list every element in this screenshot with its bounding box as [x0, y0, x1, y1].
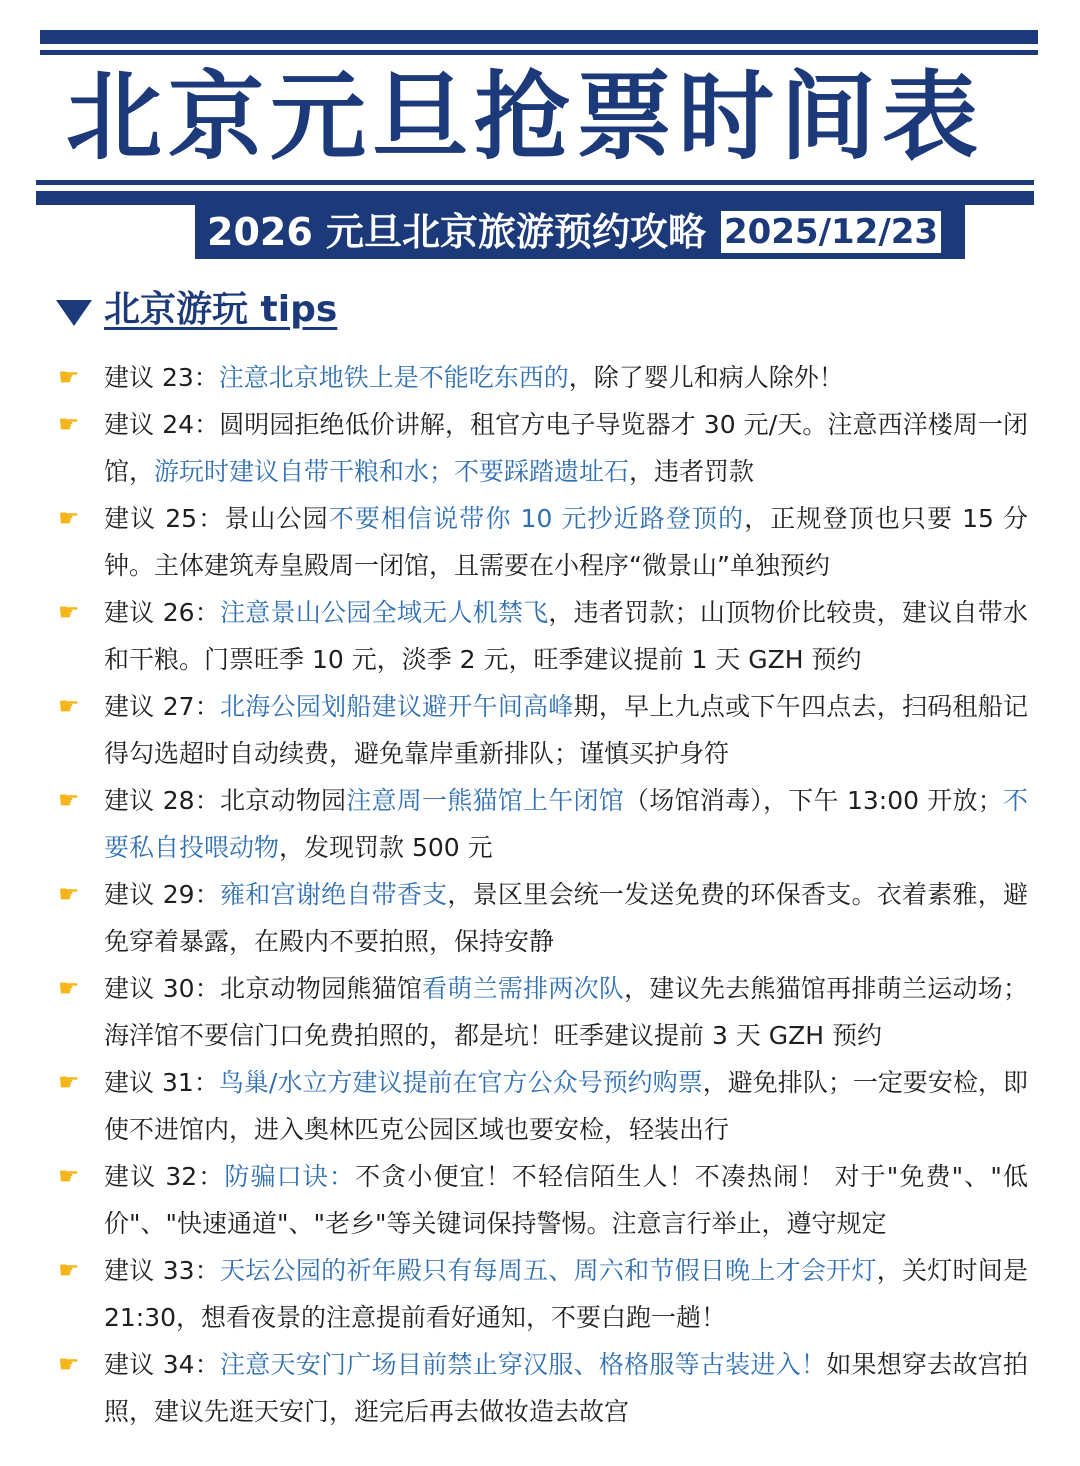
- tip-highlight: 雍和宫谢绝自带香支: [220, 880, 448, 909]
- tip-highlight: 北海公园划船建议避开午间高峰: [220, 692, 574, 721]
- tip-segment: ，发现罚款 500 元: [279, 833, 493, 862]
- pointing-hand-icon: ☛: [58, 1350, 80, 1378]
- list-item: [58, 871, 1028, 965]
- tip-segment: ，建议先去熊猫馆再排萌兰运动场；海洋馆不要信门口免费拍照的，都是坑！旺季建议提前 3 天 GZH 预约: [104, 974, 1028, 1050]
- tip-segment: ，关灯时间是 21:30，想看夜景的注意提前看好通知，不要白跑一趟！: [104, 1256, 1028, 1332]
- pointing-hand-icon: ☛: [58, 1162, 80, 1190]
- tip-text: [104, 589, 1028, 683]
- tip-segment: （场馆消毒），下午 13:00 开放；: [624, 786, 1003, 815]
- tip-segment: ，除了婴儿和病人除外！: [568, 363, 844, 392]
- tip-segment: 建议 28：: [104, 786, 221, 815]
- list-item: [58, 401, 1028, 495]
- list-item: [58, 495, 1028, 589]
- list-item: [58, 1153, 1028, 1247]
- list-item: [58, 1341, 1028, 1435]
- tip-segment: 建议 23：: [104, 363, 219, 392]
- header-top-line: [40, 50, 1038, 55]
- tip-highlight: 注意景山公园全域无人机禁飞: [220, 598, 549, 627]
- tip-highlight: 注意周一熊猫馆上午闭馆: [346, 786, 625, 815]
- tip-text: [104, 683, 1028, 777]
- tip-highlight: 天坛公园的祈年殿只有每周五、周六和节假日晚上才会开灯: [220, 1256, 877, 1285]
- tip-segment: 北京动物园: [220, 786, 347, 815]
- tip-segment: 建议 30：: [104, 974, 221, 1003]
- tip-segment: 期，早上九点或下午四点去，扫码租船记得勾选超时自动续费，避免靠岸重新排队；谨慎买护身符: [104, 692, 1028, 768]
- tip-segment: 建议 31：: [104, 1068, 219, 1097]
- tip-segment: 建议 24：: [104, 410, 220, 439]
- tip-segment: 建议 33：: [104, 1256, 221, 1285]
- tip-text: [104, 1341, 1028, 1435]
- tip-text: [104, 777, 1028, 871]
- list-item: [58, 589, 1028, 683]
- subtitle: 2026 元旦北京旅游预约攻略: [207, 210, 706, 254]
- header-top-bar: [40, 30, 1038, 44]
- pointing-hand-icon: ☛: [58, 786, 80, 814]
- pointing-hand-icon: ☛: [58, 974, 80, 1002]
- tip-segment: ，避免排队；一定要安检，即使不进馆内，进入奥林匹克公园区域也要安检，轻装出行: [104, 1068, 1028, 1144]
- tip-segment: ，景区里会统一发送免费的环保香支。衣着素雅，避免穿着暴露，在殿内不要拍照，保持安静: [104, 880, 1028, 956]
- tip-segment: 建议 29：: [104, 880, 221, 909]
- tip-segment: ，正规登顶也只要 15 分钟。主体建筑寿皇殿周一闭馆，且需要在小程序“微景山”单独预约: [104, 504, 1028, 580]
- tip-highlight: 不要私自投喂动物: [104, 786, 1028, 862]
- tip-segment: 建议 27：: [104, 692, 221, 721]
- tip-segment: 建议 26：: [104, 598, 221, 627]
- pointing-hand-icon: ☛: [58, 1068, 80, 1096]
- list-item: [58, 1247, 1028, 1341]
- tip-text: [104, 871, 1028, 965]
- header-bottom-line: [36, 180, 1034, 185]
- pointing-hand-icon: ☛: [58, 880, 80, 908]
- section-title: 北京游玩 tips: [104, 289, 338, 330]
- pointing-hand-icon: ☛: [58, 1256, 80, 1284]
- tip-segment: ，违者罚款: [629, 457, 755, 486]
- tip-text: [104, 965, 1028, 1059]
- subtitle-banner: [195, 205, 965, 259]
- tip-text: [104, 401, 1028, 495]
- tip-text: [104, 1247, 1028, 1341]
- tip-segment: 圆明园拒绝低价讲解，租官方电子导览器才 30 元/天。注意西洋楼周一闭馆，: [104, 410, 1028, 486]
- tip-highlight: 鸟巢/水立方建议提前在官方公众号预约购票: [218, 1068, 703, 1097]
- tip-text: [104, 354, 1028, 401]
- triangle-down-icon: [56, 300, 92, 326]
- tip-segment: 建议 25：: [104, 504, 225, 533]
- list-item: [58, 1059, 1028, 1153]
- tip-text: [104, 495, 1028, 589]
- tip-highlight: 游玩时建议自带干粮和水；不要踩踏遗址石: [154, 457, 630, 486]
- pointing-hand-icon: ☛: [58, 363, 80, 391]
- list-item: [58, 965, 1028, 1059]
- tip-highlight: 防骗口诀：: [224, 1162, 356, 1191]
- header-bottom-bar: [36, 191, 1034, 205]
- pointing-hand-icon: ☛: [58, 692, 80, 720]
- tip-highlight: 看萌兰需排两次队: [422, 974, 625, 1003]
- tip-segment: 建议 34：: [104, 1350, 221, 1379]
- date-badge: 2025/12/23: [721, 211, 941, 253]
- tip-segment: 不贪小便宜！不轻信陌生人！不凑热闹！ 对于"免费"、"低价"、"快速通道"、"老乡"等关键词保持警惕。注意言行举止，遵守规定: [104, 1162, 1028, 1238]
- pointing-hand-icon: ☛: [58, 410, 80, 438]
- tip-text: [104, 1153, 1028, 1247]
- tip-highlight: 不要相信说带你 10 元抄近路登顶的: [328, 504, 745, 533]
- tip-highlight: 注意天安门广场目前禁止穿汉服、格格服等古装进入！: [220, 1350, 827, 1379]
- tip-text: [104, 1059, 1028, 1153]
- tip-segment: 北京动物园熊猫馆: [220, 974, 423, 1003]
- list-item: [58, 354, 1028, 401]
- tip-segment: 如果想穿去故宫拍照，建议先逛天安门，逛完后再去做妆造去故宫: [104, 1350, 1028, 1426]
- pointing-hand-icon: ☛: [58, 598, 80, 626]
- pointing-hand-icon: ☛: [58, 504, 80, 532]
- tip-segment: ，违者罚款；山顶物价比较贵，建议自带水和干粮。门票旺季 10 元，淡季 2 元，旺季建议提前 1 天 GZH 预约: [104, 598, 1028, 674]
- tip-segment: 景山公园: [224, 504, 329, 533]
- tip-highlight: 注意北京地铁上是不能吃东西的: [218, 363, 569, 392]
- tips-list: [58, 354, 1028, 1435]
- page-title: 北京元旦抢票时间表: [66, 61, 984, 173]
- list-item: [58, 683, 1028, 777]
- tip-segment: 建议 32：: [104, 1162, 225, 1191]
- list-item: [58, 777, 1028, 871]
